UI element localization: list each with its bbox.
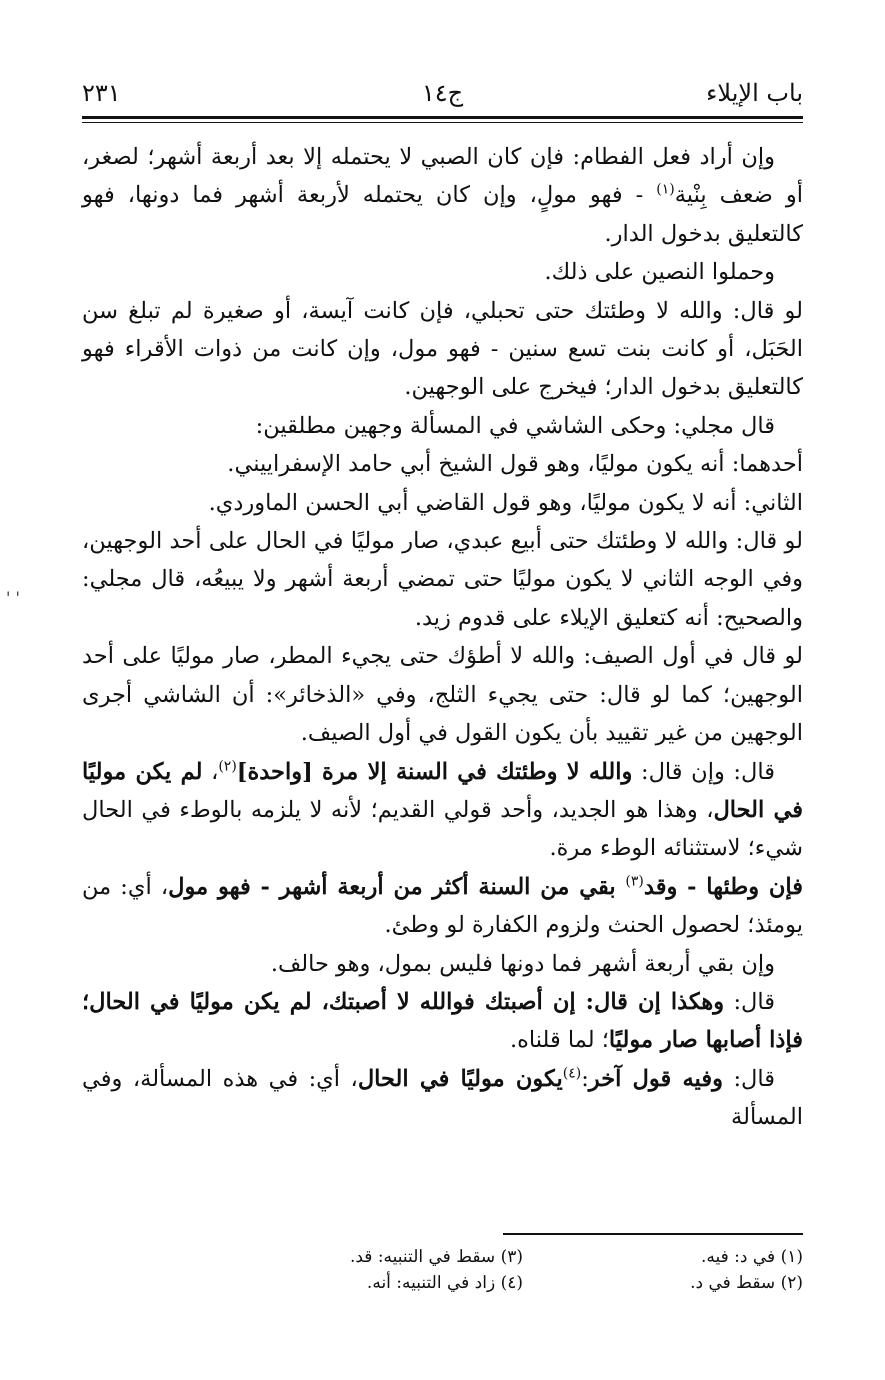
text-run: ، أي: في هذه المسألة، وفي المسألة: [82, 1065, 803, 1131]
paragraph: [82, 945, 803, 983]
text-run: قال:: [722, 1065, 775, 1092]
bold-text: وهكذا إن قال: إن أصبتك فوالله لا أصبتك، لم يكن موليًا في الحال؛ فإذا أصابها صار موليًا: [82, 988, 803, 1054]
paragraph: [82, 484, 803, 522]
bold-text: وفيه قول آخر: [588, 1065, 723, 1092]
text-run: قال مجلي: وحكى الشاشي في المسألة وجهين مطلقين:: [255, 412, 775, 439]
paragraph: [82, 445, 803, 483]
paragraph: [82, 1060, 803, 1137]
footnote-4: (٤) زاد في التنبيه: أنه.: [366, 1273, 523, 1293]
main-text: [82, 138, 803, 1137]
header-rule-thick: [82, 116, 803, 119]
paragraph: [82, 868, 803, 945]
text-run: وإن أراد فعل الفطام: فإن كان الصبي لا يحتمله إلا بعد أربعة أشهر؛ لصغر، أو ضعف بِنْية: [82, 144, 803, 209]
paragraph: [82, 522, 803, 637]
margin-mark: ' ': [6, 588, 20, 607]
text-run: وإن بقي أربعة أشهر فما دونها فليس بمول، وهو حالف.: [270, 950, 775, 977]
page-number: ٢٣١: [82, 79, 121, 107]
footnote-ref: (٤): [562, 1065, 582, 1082]
bold-text: فإن وطئها - وقد: [643, 873, 803, 900]
footnotes: [82, 1244, 803, 1304]
header-rule-thin: [82, 122, 803, 123]
text-run: - فهو مولٍ، وإن كان يحتمله لأربعة أشهر فما دونها، فهو كالتعليق بدخول الدار.: [82, 182, 803, 247]
text-run: ،: [202, 758, 219, 785]
chapter-title: باب الإيلاء: [706, 79, 803, 107]
text-run: قال:: [724, 988, 775, 1015]
paragraph: [82, 292, 803, 407]
paragraph: [82, 637, 803, 752]
paragraph: [82, 753, 803, 868]
paragraph: [82, 983, 803, 1060]
footnote-3: (٣) سقط في التنبيه: قد.: [349, 1247, 523, 1267]
text-run: الثاني: أنه لا يكون موليًا، وهو قول القاضي أبي الحسن الماوردي.: [208, 489, 803, 516]
text-run: وحملوا النصين على ذلك.: [544, 259, 775, 286]
text-run: أحدهما: أنه يكون موليًا، وهو قول الشيخ أبي حامد الإسفراييني.: [227, 451, 803, 478]
footnote-ref: (١): [656, 181, 675, 198]
paragraph: [82, 253, 803, 291]
bold-text: يكون موليًا في الحال: [357, 1065, 563, 1092]
running-header: [82, 74, 803, 114]
bold-text: والله لا وطئتك في السنة إلا مرة [واحدة]: [236, 758, 633, 785]
text-run: ، أي: من يومئذ؛ لحصول الحنث ولزوم الكفارة لو وطئ.: [82, 873, 803, 939]
text-run: ؛ لما قلناه.: [509, 1027, 609, 1054]
text-run: لو قال: والله لا وطئتك حتى أبيع عبدي، صار موليًا في الحال على أحد الوجهين، وفي الوجه الثاني لا يكون موليًا حتى تمضي أربعة أشهر ولا يبيعُه، قال مجلي: والصحيح: أنه كتعليق الإيلاء على قدوم زيد.: [82, 528, 803, 631]
footnote-ref: (٣): [625, 873, 644, 890]
text-run: :: [581, 1065, 589, 1092]
text-run: لو قال في أول الصيف: والله لا أطؤك حتى يجيء المطر، صار موليًا على أحد الوجهين؛ كما لو قال: حتى يجيء الثلج، وفي «الذخائر»: أن الشاشي أجرى الوجهين من غير تقييد بأن يكون القول في أول الصيف.: [82, 643, 803, 747]
text-run: ، وهذا هو الجديد، وأحد قولي القديم؛ لأنه لا يلزمه بالوطء في الحال شيء؛ لاستثنائه الوطء مرة.: [82, 796, 803, 862]
footnote-ref: (٢): [218, 758, 237, 774]
footnote-2: (٢) سقط في د.: [690, 1273, 803, 1293]
footnote-rule: [503, 1233, 803, 1235]
paragraph: [82, 138, 803, 253]
paragraph: [82, 407, 803, 445]
bold-text: لم يكن موليًا في الحال: [82, 758, 803, 823]
text-run: لو قال: والله لا وطئتك حتى تحبلي، فإن كانت آيسة، أو صغيرة لم تبلغ سن الحَبَل، أو كانت بنت تسع سنين - فهو مول، وإن كانت من ذوات الأقراء فهو كالتعليق بدخول الدار؛ فيخرج على الوجهين.: [82, 297, 803, 401]
text-run: قال: وإن قال:: [632, 758, 775, 785]
volume-label: ج١٤: [421, 79, 464, 107]
bold-text: بقي من السنة أكثر من أربعة أشهر - فهو مول: [168, 873, 626, 900]
footnote-1: (١) في د: فيه.: [701, 1247, 803, 1267]
